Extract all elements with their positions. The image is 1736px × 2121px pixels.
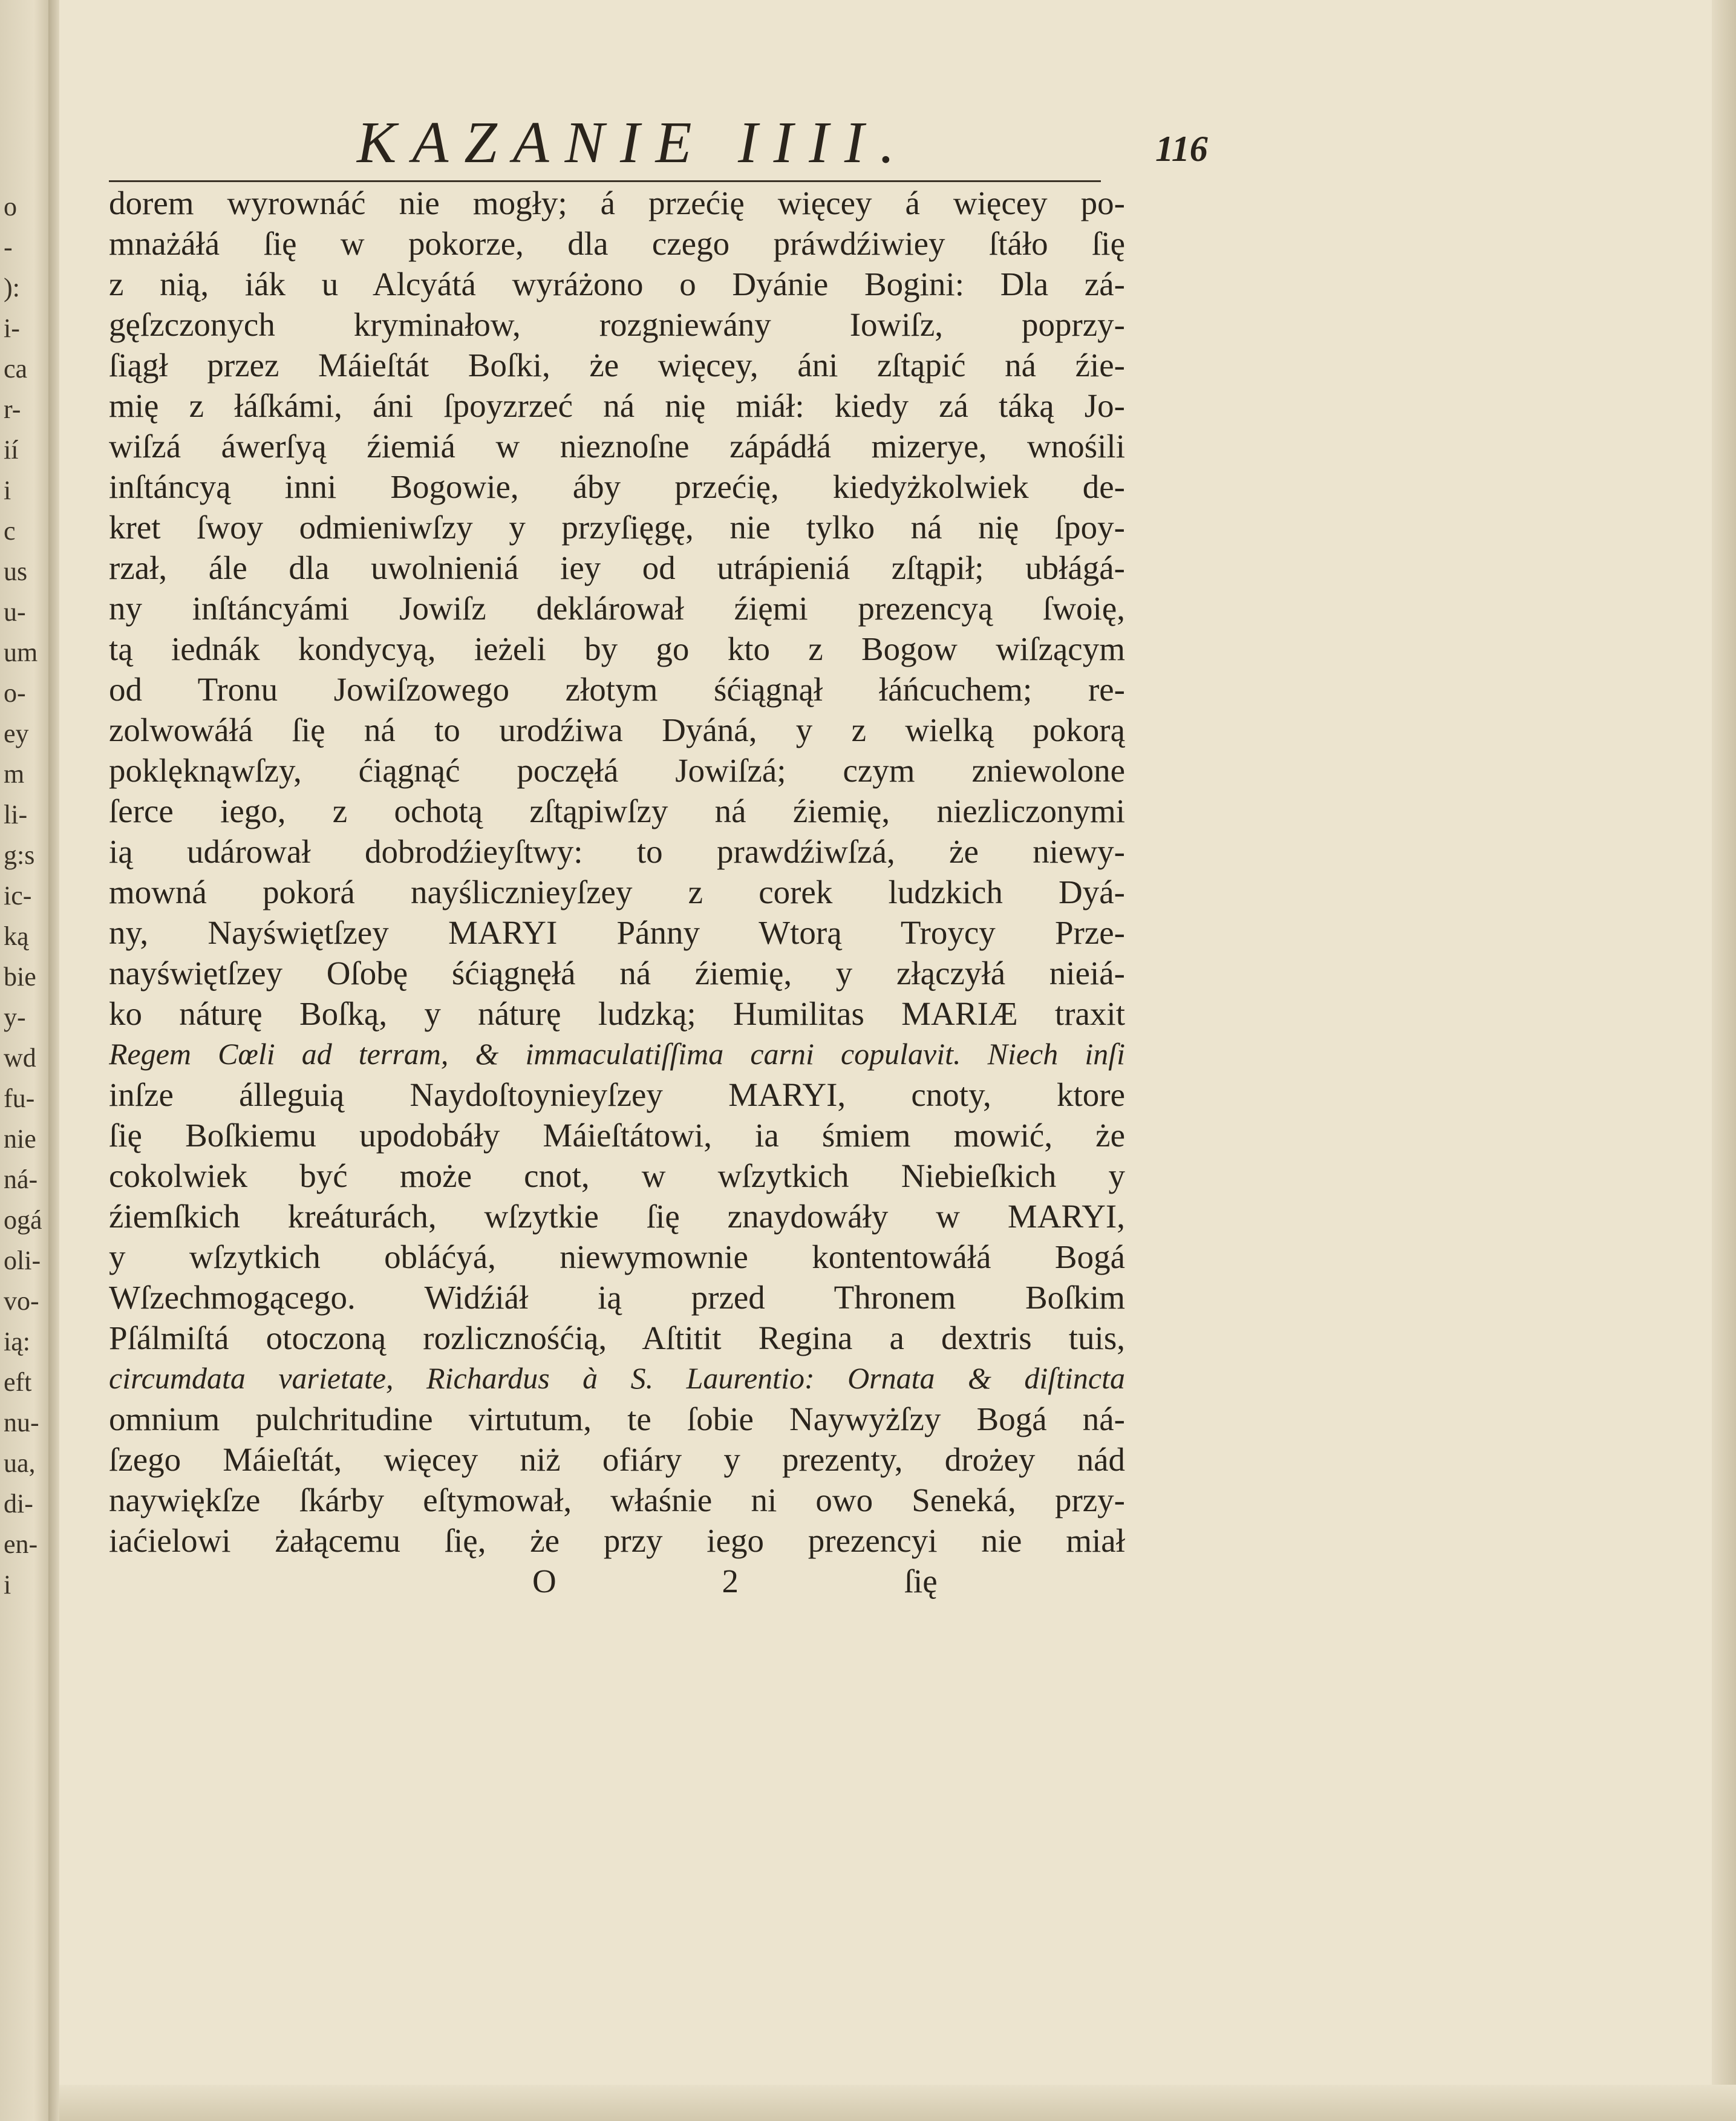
text-line: inſtáncyą inni Bogowie, áby przećię, kiedyżkolwiek de- — [109, 468, 1125, 505]
gutter — [48, 0, 59, 2121]
facing-page-fragment: ią: — [4, 1327, 30, 1356]
text-line: zolwowáłá ſię ná to urodźiwa Dyáná, y z wielką pokorą — [109, 711, 1125, 748]
page-edge-bottom — [59, 2085, 1736, 2121]
text-line: naywiękſze ſkárby eſtymował, właśnie ni owo Seneká, przy- — [109, 1482, 1125, 1518]
facing-page-fragment: i — [4, 1570, 11, 1600]
text-line: y wſzytkich obláćyá, niewymownie kontentowáłá Bogá — [109, 1238, 1125, 1275]
facing-page-fragment: ua, — [4, 1448, 36, 1478]
signature-mark: O 2 — [532, 1563, 739, 1600]
text-line: źiemſkich kreáturách, wſzytkie ſię znaydowáły w MARYI, — [109, 1198, 1125, 1235]
facing-page-fragment: li- — [4, 800, 28, 829]
text-line: cokolwiek być może cnot, w wſzytkich Niebieſkich y — [109, 1157, 1125, 1194]
facing-page-fragment: vo- — [4, 1286, 39, 1316]
text-line: ko náturę Boſką, y náturę ludzką; Humilitas MARIÆ traxit — [109, 995, 1125, 1032]
text-line: inſze álleguią Naydoſtoynieyſzey MARYI, cnoty, ktore — [109, 1076, 1125, 1113]
text-line: mowná pokorá nayślicznieyſzey z corek ludzkich Dyá- — [109, 874, 1125, 910]
text-line: mię z łáſkámi, áni ſpoyzrzeć ná nię miáł: kiedy zá táką Jo- — [109, 387, 1125, 424]
text-line: ſzego Máieſtát, więcey niż ofiáry y prezenty, drożey nád — [109, 1441, 1125, 1478]
text-line-latin: circumdata varietate, Richardus à S. Laurentio: Ornata & diſtincta — [109, 1361, 1125, 1395]
text-line: od Tronu Jowiſzowego złotym śćiągnął łáńcuchem; re- — [109, 671, 1125, 708]
text-line: dorem wyrownáć nie mogły; á przećię więcey á więcey po- — [109, 185, 1125, 221]
page-edge-right — [1712, 0, 1736, 2121]
facing-page-fragment: oli- — [4, 1246, 41, 1275]
text-line: gęſzczonych kryminałow, rozgniewány Iowiſz, poprzy- — [109, 306, 1125, 343]
facing-page-fragment: ey — [4, 719, 29, 748]
text-block — [109, 183, 1125, 1601]
text-line: Wſzechmogącego. Widźiáł ią przed Thronem Boſkim — [109, 1279, 1125, 1316]
page-number: 116 — [1155, 129, 1208, 169]
facing-page-fragment: ií — [4, 435, 19, 465]
text-line: tą iednák kondycyą, ieżeli by go kto z Bogow wiſzącym — [109, 630, 1125, 667]
facing-page-fragment: eft — [4, 1367, 32, 1397]
facing-page-fragment: o- — [4, 678, 26, 708]
text-line: ſię Boſkiemu upodobáły Máieſtátowi, ia śmiem mowić, że — [109, 1117, 1125, 1154]
facing-page-fragment: c — [4, 516, 16, 546]
facing-page-fragment: ná- — [4, 1165, 38, 1194]
text-line: nayświętſzey Oſobę śćiągnęłá ná źiemię, y złączyłá nieiá- — [109, 955, 1125, 992]
facing-page-fragment: g:s — [4, 840, 35, 870]
text-line: ią udárował dobrodźieyſtwy: to prawdźiwſzá, że niewy- — [109, 833, 1125, 870]
facing-page-fragment: ): — [4, 273, 20, 302]
page-header — [357, 103, 1208, 175]
facing-page-fragment: us — [4, 557, 28, 586]
facing-page-fragment: ca — [4, 354, 28, 384]
facing-page-fragment: bie — [4, 962, 36, 992]
text-line-latin: Regem Cœli ad terram, & immaculatiſſima carni copulavit. Niech inſi — [109, 1037, 1125, 1071]
text-line: wiſzá áwerſyą źiemiá w nieznoſne zápádłá mizerye, wnośili — [109, 428, 1125, 465]
facing-page-fragment: o — [4, 192, 17, 221]
text-line: iaćielowi żałącemu ſię, że przy iego prezencyi nie miał — [109, 1522, 1125, 1559]
text-line: kret ſwoy odmieniwſzy y przyſięgę, nie tylko ná nię ſpoy- — [109, 509, 1125, 546]
facing-page-fragment: ic- — [4, 881, 32, 910]
facing-page-fragment: r- — [4, 394, 21, 424]
facing-page-fragment: ką — [4, 921, 29, 951]
text-line: ny inſtáncyámi Jowiſz deklárował źięmi prezencyą ſwoię, — [109, 590, 1125, 627]
facing-page-fragment: i — [4, 476, 11, 505]
running-title: KAZANIE IIII. — [357, 110, 910, 175]
facing-page-fragment: nie — [4, 1124, 36, 1154]
text-line: mnażáłá ſię w pokorze, dla czego práwdźiwiey ſtáło ſię — [109, 225, 1125, 262]
facing-page-edge — [0, 0, 48, 2121]
text-line: Pſálmiſtá otoczoną rozlicznośćią, Aſtitit Regina a dextris tuis, — [109, 1319, 1125, 1356]
facing-page-fragment: wd — [4, 1043, 36, 1073]
text-line: z nią, iák u Alcyátá wyráżono o Dyánie Bogini: Dla zá- — [109, 266, 1125, 302]
facing-page-fragment: y- — [4, 1002, 26, 1032]
facing-page-fragment: um — [4, 638, 38, 667]
catchword: ſię — [904, 1563, 938, 1600]
facing-page-fragment: i- — [4, 313, 20, 343]
header-rule — [109, 180, 1101, 182]
text-line: ſerce iego, z ochotą zſtąpiwſzy ná źiemię, niezliczonymi — [109, 793, 1125, 829]
facing-page-fragment: fu- — [4, 1083, 35, 1113]
signature-line — [109, 1561, 1125, 1601]
facing-page-fragment: di- — [4, 1489, 33, 1518]
facing-page-fragment: m — [4, 759, 25, 789]
text-line: omnium pulchritudine virtutum, te ſobie Naywyżſzy Bogá ná- — [109, 1400, 1125, 1437]
text-line: ſiągł przez Máieſtát Boſki, że więcey, áni zſtąpić ná źie- — [109, 347, 1125, 384]
text-line: poklęknąwſzy, ćiągnąć poczęłá Jowiſzá; czym zniewolone — [109, 752, 1125, 789]
text-line: ny, Nayświętſzey MARYI Pánny Wtorą Troycy Prze- — [109, 914, 1125, 951]
facing-page-fragment: nu- — [4, 1408, 39, 1437]
facing-page-fragment: - — [4, 232, 13, 262]
text-line: rzał, ále dla uwolnieniá iey od utrápieniá zſtąpił; ubłágá- — [109, 549, 1125, 586]
facing-page-fragment: u- — [4, 597, 26, 627]
facing-page-fragment: ogá — [4, 1205, 42, 1235]
facing-page-fragment: en- — [4, 1529, 38, 1559]
